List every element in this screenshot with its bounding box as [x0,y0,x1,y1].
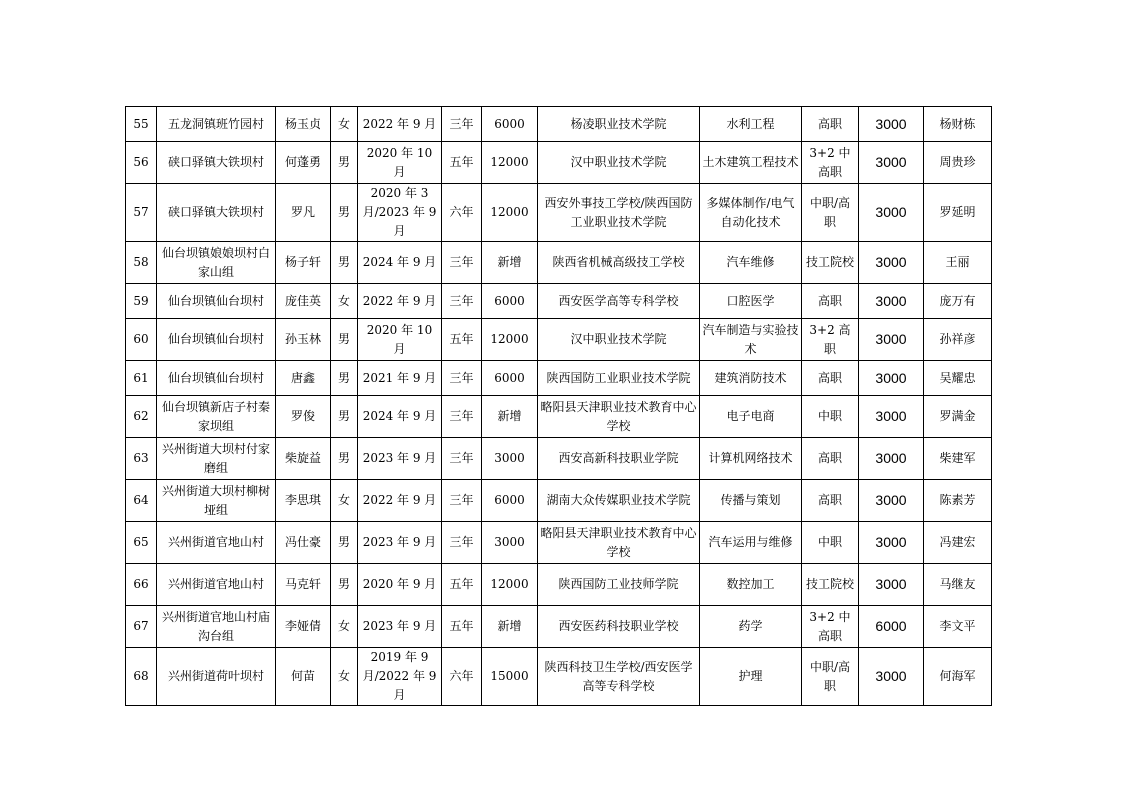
school-cell: 陕西国防工业职业技术学院 [538,361,700,396]
gender-cell: 女 [331,480,358,522]
row-number: 58 [126,242,157,284]
enrollment-date-cell: 2020 年 9 月 [358,564,442,606]
table-row [126,107,992,142]
duration-cell: 三年 [442,361,482,396]
student-name-cell: 何蓬勇 [276,142,331,184]
table-row [126,242,992,284]
school-cell: 陕西省机械高级技工学校 [538,242,700,284]
village-cell: 仙台坝镇娘娘坝村白家山组 [157,242,276,284]
subsidy-amount-cell: 3000 [859,396,924,438]
subsidy-amount-cell: 3000 [859,480,924,522]
guardian-cell: 吴耀忠 [924,361,992,396]
school-cell: 杨凌职业技术学院 [538,107,700,142]
tuition-cell: 12000 [482,564,538,606]
major-cell: 汽车维修 [700,242,802,284]
table-row [126,284,992,319]
level-cell: 高职 [802,438,859,480]
row-number: 68 [126,648,157,706]
student-name-cell: 李娅倩 [276,606,331,648]
subsidy-amount-cell: 3000 [859,284,924,319]
subsidy-amount-cell: 3000 [859,564,924,606]
school-cell: 陕西国防工业技师学院 [538,564,700,606]
student-name-cell: 杨玉贞 [276,107,331,142]
level-cell: 中职/高职 [802,648,859,706]
subsidy-table [125,106,992,706]
major-cell: 汽车运用与维修 [700,522,802,564]
student-name-cell: 唐鑫 [276,361,331,396]
village-cell: 兴州街道荷叶坝村 [157,648,276,706]
guardian-cell: 李文平 [924,606,992,648]
guardian-cell: 王丽 [924,242,992,284]
duration-cell: 六年 [442,648,482,706]
school-cell: 西安高新科技职业学院 [538,438,700,480]
gender-cell: 男 [331,242,358,284]
tuition-cell: 新增 [482,396,538,438]
tuition-cell: 3000 [482,438,538,480]
table-row [126,648,992,706]
tuition-cell: 12000 [482,142,538,184]
major-cell: 建筑消防技术 [700,361,802,396]
row-number: 57 [126,184,157,242]
school-cell: 湖南大众传媒职业技术学院 [538,480,700,522]
row-number: 59 [126,284,157,319]
duration-cell: 三年 [442,107,482,142]
tuition-cell: 6000 [482,361,538,396]
gender-cell: 男 [331,438,358,480]
major-cell: 护理 [700,648,802,706]
guardian-cell: 杨财栋 [924,107,992,142]
table-row [126,396,992,438]
tuition-cell: 12000 [482,184,538,242]
table-row [126,522,992,564]
gender-cell: 男 [331,319,358,361]
tuition-cell: 6000 [482,107,538,142]
enrollment-date-cell: 2023 年 9 月 [358,606,442,648]
gender-cell: 女 [331,284,358,319]
major-cell: 水利工程 [700,107,802,142]
major-cell: 土木建筑工程技术 [700,142,802,184]
level-cell: 技工院校 [802,242,859,284]
row-number: 67 [126,606,157,648]
level-cell: 3+2 中高职 [802,142,859,184]
tuition-cell: 3000 [482,522,538,564]
school-cell: 汉中职业技术学院 [538,319,700,361]
student-name-cell: 柴旋益 [276,438,331,480]
subsidy-amount-cell: 3000 [859,184,924,242]
enrollment-date-cell: 2022 年 9 月 [358,480,442,522]
school-cell: 略阳县天津职业技术教育中心学校 [538,522,700,564]
level-cell: 高职 [802,361,859,396]
level-cell: 中职/高职 [802,184,859,242]
level-cell: 3+2 高职 [802,319,859,361]
enrollment-date-cell: 2021 年 9 月 [358,361,442,396]
guardian-cell: 庞万有 [924,284,992,319]
subsidy-amount-cell: 6000 [859,606,924,648]
student-name-cell: 罗俊 [276,396,331,438]
level-cell: 中职 [802,396,859,438]
duration-cell: 三年 [442,284,482,319]
village-cell: 兴州街道官地山村 [157,564,276,606]
duration-cell: 三年 [442,438,482,480]
student-name-cell: 马克轩 [276,564,331,606]
major-cell: 多媒体制作/电气自动化技术 [700,184,802,242]
student-name-cell: 庞佳英 [276,284,331,319]
duration-cell: 三年 [442,480,482,522]
level-cell: 技工院校 [802,564,859,606]
table-row [126,361,992,396]
row-number: 56 [126,142,157,184]
tuition-cell: 6000 [482,284,538,319]
tuition-cell: 15000 [482,648,538,706]
school-cell: 略阳县天津职业技术教育中心学校 [538,396,700,438]
enrollment-date-cell: 2020 年 10 月 [358,142,442,184]
enrollment-date-cell: 2023 年 9 月 [358,522,442,564]
level-cell: 3+2 中高职 [802,606,859,648]
table-row [126,184,992,242]
enrollment-date-cell: 2022 年 9 月 [358,284,442,319]
gender-cell: 女 [331,606,358,648]
row-number: 63 [126,438,157,480]
major-cell: 口腔医学 [700,284,802,319]
village-cell: 仙台坝镇新店子村秦家坝组 [157,396,276,438]
major-cell: 汽车制造与实验技术 [700,319,802,361]
major-cell: 电子电商 [700,396,802,438]
table-row [126,319,992,361]
village-cell: 兴州街道大坝村柳树垭组 [157,480,276,522]
row-number: 62 [126,396,157,438]
major-cell: 药学 [700,606,802,648]
enrollment-date-cell: 2019 年 9 月/2022 年 9 月 [358,648,442,706]
school-cell: 西安医学高等专科学校 [538,284,700,319]
village-cell: 仙台坝镇仙台坝村 [157,361,276,396]
guardian-cell: 周贵珍 [924,142,992,184]
tuition-cell: 6000 [482,480,538,522]
village-cell: 五龙洞镇班竹园村 [157,107,276,142]
village-cell: 硖口驿镇大铁坝村 [157,184,276,242]
major-cell: 传播与策划 [700,480,802,522]
guardian-cell: 陈素芳 [924,480,992,522]
subsidy-amount-cell: 3000 [859,648,924,706]
gender-cell: 女 [331,648,358,706]
enrollment-date-cell: 2024 年 9 月 [358,242,442,284]
gender-cell: 男 [331,184,358,242]
table-body [126,107,992,706]
village-cell: 兴州街道大坝村付家磨组 [157,438,276,480]
village-cell: 硖口驿镇大铁坝村 [157,142,276,184]
gender-cell: 男 [331,564,358,606]
gender-cell: 男 [331,522,358,564]
table-row [126,606,992,648]
row-number: 60 [126,319,157,361]
guardian-cell: 何海军 [924,648,992,706]
student-name-cell: 冯仕豪 [276,522,331,564]
level-cell: 高职 [802,107,859,142]
guardian-cell: 马继友 [924,564,992,606]
tuition-cell: 新增 [482,242,538,284]
school-cell: 陕西科技卫生学校/西安医学高等专科学校 [538,648,700,706]
school-cell: 西安外事技工学校/陕西国防工业职业技术学院 [538,184,700,242]
gender-cell: 男 [331,142,358,184]
table-row [126,142,992,184]
duration-cell: 六年 [442,184,482,242]
enrollment-date-cell: 2023 年 9 月 [358,438,442,480]
tuition-cell: 12000 [482,319,538,361]
duration-cell: 三年 [442,522,482,564]
enrollment-date-cell: 2020 年 10 月 [358,319,442,361]
duration-cell: 五年 [442,564,482,606]
guardian-cell: 罗延明 [924,184,992,242]
village-cell: 仙台坝镇仙台坝村 [157,319,276,361]
table-row [126,564,992,606]
village-cell: 兴州街道官地山村庙沟台组 [157,606,276,648]
guardian-cell: 冯建宏 [924,522,992,564]
subsidy-amount-cell: 3000 [859,438,924,480]
gender-cell: 男 [331,396,358,438]
subsidy-amount-cell: 3000 [859,361,924,396]
major-cell: 计算机网络技术 [700,438,802,480]
row-number: 64 [126,480,157,522]
row-number: 65 [126,522,157,564]
student-name-cell: 罗凡 [276,184,331,242]
row-number: 55 [126,107,157,142]
subsidy-amount-cell: 3000 [859,142,924,184]
student-name-cell: 孙玉林 [276,319,331,361]
school-cell: 汉中职业技术学院 [538,142,700,184]
row-number: 61 [126,361,157,396]
village-cell: 仙台坝镇仙台坝村 [157,284,276,319]
level-cell: 中职 [802,522,859,564]
guardian-cell: 孙祥彦 [924,319,992,361]
major-cell: 数控加工 [700,564,802,606]
duration-cell: 五年 [442,142,482,184]
table-row [126,438,992,480]
enrollment-date-cell: 2022 年 9 月 [358,107,442,142]
student-name-cell: 杨子轩 [276,242,331,284]
subsidy-amount-cell: 3000 [859,522,924,564]
row-number: 66 [126,564,157,606]
enrollment-date-cell: 2020 年 3 月/2023 年 9 月 [358,184,442,242]
enrollment-date-cell: 2024 年 9 月 [358,396,442,438]
guardian-cell: 罗满金 [924,396,992,438]
duration-cell: 五年 [442,606,482,648]
school-cell: 西安医药科技职业学校 [538,606,700,648]
duration-cell: 三年 [442,396,482,438]
village-cell: 兴州街道官地山村 [157,522,276,564]
gender-cell: 男 [331,361,358,396]
gender-cell: 女 [331,107,358,142]
guardian-cell: 柴建军 [924,438,992,480]
level-cell: 高职 [802,480,859,522]
level-cell: 高职 [802,284,859,319]
subsidy-amount-cell: 3000 [859,242,924,284]
tuition-cell: 新增 [482,606,538,648]
student-name-cell: 李思琪 [276,480,331,522]
subsidy-amount-cell: 3000 [859,107,924,142]
duration-cell: 五年 [442,319,482,361]
duration-cell: 三年 [442,242,482,284]
student-name-cell: 何苗 [276,648,331,706]
table-row [126,480,992,522]
subsidy-amount-cell: 3000 [859,319,924,361]
